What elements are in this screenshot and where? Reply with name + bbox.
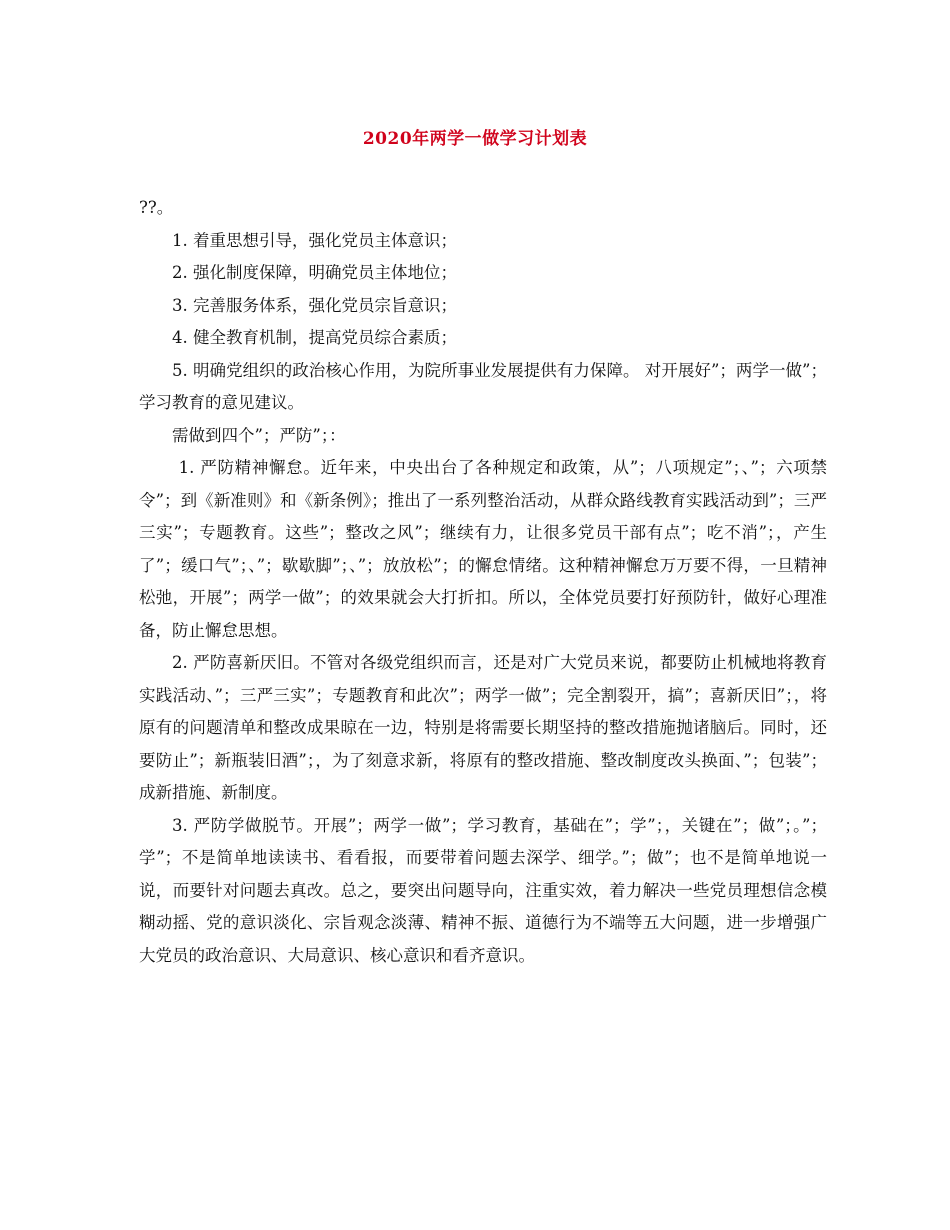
section-paragraph-3: 3. 严防学做脱节。开展”；两学一做”；学习教育，基础在”；学”；，关键在”；做”；。”；学”；不是简单地读读书、看看报，而要带着问题去深学、细学。”；做”；也不是简单地说一说，而要针对问题去真改。总之，要突出问题导向，注重实效，着力解决一些党员理想信念模糊动摇、党的意识淡化、宗旨观念淡薄、精神不振、道德行为不端等五大问题，进一步增强广大党员的政治意识、大局意识、核心意识和看齐意识。 xyxy=(139,815,827,965)
document-title: 2020年两学一做学习计划表 xyxy=(362,129,588,149)
list-item-1: 1. 着重思想引导，强化党员主体意识； xyxy=(172,230,457,250)
section-paragraph-1: 1. 严防精神懈怠。近年来，中央出台了各种规定和政策，从”；八项规定”；、”；六项禁令”；到《新准则》和《新条例》；推出了一系列整治活动，从群众路线教育实践活动到”；三严三实”；专题教育。这些”；整改之风”；继续有力，让很多党员干部有点”；吃不消”；，产生了”；缓口气”；、”；歇歇脚”；、”；放放松”；的懈怠情绪。这种精神懈怠万万要不得，一旦精神松弛，开展”；两学一做”；的效果就会大打折扣。所以，全体党员要打好预防针，做好心理准备，防止懈怠思想。 xyxy=(139,458,827,640)
list-item-2: 2. 强化制度保障，明确党员主体地位； xyxy=(172,263,457,282)
list-item-5: 5. 明确党组织的政治核心作用，为院所事业发展提供有力保障。 对开展好”；两学一做”；学习教育的意见建议。 xyxy=(139,360,827,412)
document-body xyxy=(139,192,827,972)
list-item-4: 4. 健全教育机制，提高党员综合素质； xyxy=(172,328,457,347)
section-heading: 需做到四个”；严防”；： xyxy=(172,425,346,445)
intro-paragraph: ??。 xyxy=(139,198,174,217)
list-item-3: 3. 完善服务体系，强化党员宗旨意识； xyxy=(172,295,457,315)
section-paragraph-2: 2. 严防喜新厌旧。不管对各级党组织而言，还是对广大党员来说，都要防止机械地将教育实践活动、”；三严三实”；专题教育和此次”；两学一做”；完全割裂开，搞”；喜新厌旧”；，将原有的问题清单和整改成果晾在一边，特别是将需要长期坚持的整改措施抛诸脑后。同时，还要防止”；新瓶装旧酒”；，为了刻意求新，将原有的整改措施、整改制度改头换面、”；包装”；成新措施、新制度。 xyxy=(139,653,827,802)
